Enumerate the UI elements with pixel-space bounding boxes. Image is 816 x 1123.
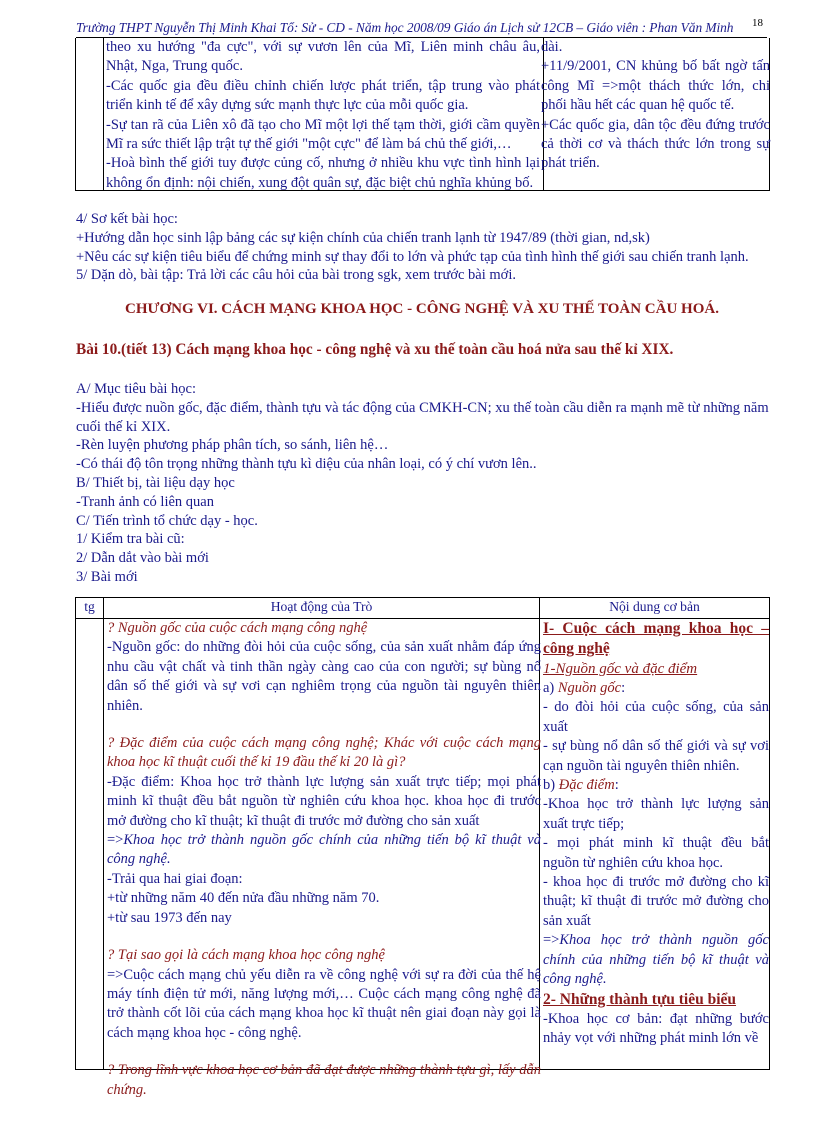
objective-line: 1/ Kiểm tra bài cũ:	[76, 531, 185, 548]
paragraph: +Các quốc gia, dân tộc đều đứng trước cả thời cơ và thách thức lớn trong sự phát triển.	[541, 116, 770, 172]
content-conclusion	[543, 931, 769, 989]
answer: -Nguồn gốc: do những đòi hỏi của cuộc sống, của sản xuất nhằm đáp ứng nhu cầu vật chất và tinh thần ngày càng cao của con người; sự bùng nổ dân số thế giới và sự vơi cạn nghiêm trọng của nguồn tài nguyên thiên nhiên.	[107, 639, 541, 714]
paragraph: +11/9/2001, CN khủng bố bất ngờ tấn công Mĩ =>một thách thức lớn, chi phối hầu hết các quan hệ quốc tế.	[541, 58, 770, 114]
header-content: Nội dung cơ bản	[609, 599, 700, 614]
paragraph: theo xu hướng "đa cực", với sự vươn lên của Mĩ, Liên minh châu âu, Nhật, Nga, Trung quốc.	[106, 39, 540, 75]
question: ? Nguồn gốc của cuộc cách mạng công nghệ	[107, 620, 368, 636]
objective-line: -Rèn luyện phương pháp phân tích, so sánh, liên hệ…	[76, 437, 389, 454]
summary-line: 4/ Sơ kết bài học:	[76, 211, 178, 227]
content-line: - mọi phát minh kĩ thuật đều bắt nguồn từ nghiên cứu khoa học.	[543, 835, 769, 871]
continuation-table	[75, 38, 770, 191]
answer-conclusion	[107, 831, 541, 870]
content-column	[539, 38, 773, 190]
paragraph: -Hoà bình thế giới tuy được củng cố, nhưng ở nhiều khu vực tình hình lại không ổn định: nội chiến, xung đột quân sự, đặc biệt chủ nghĩa khủng bố.	[106, 155, 540, 191]
table-header-row	[76, 598, 769, 619]
question: ? Trong lĩnh vực khoa học cơ bản đã đạt được những thành tựu gì, lấy dẫn chứng.	[107, 1062, 541, 1098]
objective-line: A/ Mục tiêu bài học:	[76, 381, 197, 397]
objective-line: 3/ Bài mới	[76, 568, 138, 585]
time-column	[76, 38, 104, 190]
answer: -Trải qua hai giai đoạn:	[107, 870, 243, 887]
lesson-summary	[76, 210, 776, 285]
lesson-title: Bài 10.(tiết 13) Cách mạng khoa học - công nghệ và xu thế toàn cầu hoá nửa sau thế kỉ XIX.	[76, 341, 674, 358]
question: ? Đặc điểm của cuộc cách mạng công nghệ; Khác với cuộc cách mạng khoa học kĩ thuật cuối thế kỉ 19 đầu thế kỉ 20 là gì?	[107, 735, 541, 771]
label-origin: Nguồn gốc	[557, 680, 622, 696]
summary-line: +Hướng dẫn học sinh lập bảng các sự kiện chính của chiến tranh lạnh từ 1947/89 (thời gian, nd,sk)	[76, 229, 650, 246]
conclusion-text: Khoa học trở thành nguồn gốc chính của những tiến bộ kĩ thuật và công nghệ.	[107, 832, 541, 868]
label-prefix: b)	[543, 777, 559, 794]
label-line	[543, 776, 769, 795]
content-line: - sự bùng nổ dân số thế giới và sự vơi cạn nguồn tài nguyên thiên nhiên.	[543, 738, 769, 774]
chapter-title: CHƯƠNG VI. CÁCH MẠNG KHOA HỌC - CÔNG NGHỆ VÀ XU THẾ TOÀN CẦU HOÁ.	[125, 301, 719, 317]
page-header: Trường THPT Nguyễn Thị Minh Khai Tổ: Sử - CD - Năm học 2008/09 Giáo án Lịch sử 12CB – Giáo viên : Phan Văn Minh	[76, 20, 734, 35]
activity-cell	[105, 619, 544, 1100]
label-suffix: :	[614, 777, 619, 794]
conclusion-text: Khoa học trở thành nguồn gốc chính của những tiến bộ kĩ thuật và công nghệ.	[543, 932, 769, 988]
summary-line: 5/ Dặn dò, bài tập: Trả lời các câu hỏi của bài trong sgk, xem trước bài mới.	[76, 267, 516, 284]
objective-line: 2/ Dẫn dắt vào bài mới	[76, 550, 209, 567]
subsection-heading: 1-Nguồn gốc và đặc điểm	[543, 661, 698, 677]
paragraph: -Các quốc gia đều điều chỉnh chiến lược phát triển, tập trung vào phát triển kinh tế để xây dựng sức mạnh thực lực của mỗi quốc gia.	[106, 77, 540, 114]
answer: -Đặc điểm: Khoa học trở thành lực lượng sản xuất trực tiếp; mọi phát minh kĩ thuật đều bắt nguồn từ nghiên cứu khoa học. khoa học đi trước mở đường cho kĩ thuật; kĩ thuật đi trước mở đường cho sản xuất	[107, 773, 541, 829]
summary-line: +Nêu các sự kiện tiêu biểu để chứng minh sự thay đổi to lớn và phức tạp của tình hình thế giới sau chiến tranh lạnh.	[76, 248, 749, 265]
header-tg: tg	[84, 599, 95, 614]
lesson-table	[75, 597, 770, 1098]
objective-line: B/ Thiết bị, tài liệu dạy học	[76, 474, 235, 491]
paragraph: -Sự tan rã của Liên xô đã tạo cho Mĩ một lợi thế tạm thời, giới cầm quyền Mĩ ra sức thiết lập trật tự thế giới "một cực" để làm bá chủ thế giới,…	[106, 116, 540, 153]
objective-line: -Có thái độ tôn trọng những thành tựu kì diệu của nhân loại, có ý chí vươn lên..	[76, 456, 537, 473]
objective-line: -Hiểu được nuồn gốc, đặc điểm, thành tựu và tác động của CMKH-CN; xu thế toàn cầu diễn ra mạnh mẽ từ những năm cuối thế kỉ XIX.	[76, 399, 769, 435]
objective-line: -Tranh ảnh có liên quan	[76, 493, 214, 510]
answer: +từ sau 1973 đến nay	[107, 909, 232, 926]
activity-column	[104, 38, 544, 190]
label-line	[543, 679, 769, 698]
label-suffix: :	[621, 680, 626, 696]
column-divider	[103, 598, 104, 1069]
paragraph: dài.	[541, 39, 563, 55]
arrow-prefix: =>	[543, 932, 560, 949]
label-prefix: a)	[543, 680, 558, 696]
label-feature: Đặc điểm	[558, 777, 615, 794]
objective-line: C/ Tiến trình tổ chức dạy - học.	[76, 512, 258, 529]
content-line: - khoa học đi trước mở đường cho kĩ thuật; kĩ thuật đi trước mở đường cho sản xuất	[543, 874, 769, 929]
content-cell	[541, 619, 772, 1048]
answer: =>Cuộc cách mạng chủ yếu diễn ra về công nghệ với sự ra đời của thế hệ máy tính điện tử mới, năng lượng mới,… Cuộc cách mạng công nghệ đã trở thành cốt lõi của cách mạng khoa học kĩ thuật nên giai đoạn này gọi là cách mạng khoa học - công nghệ.	[107, 966, 541, 1041]
arrow-prefix: =>	[107, 832, 124, 849]
section-heading: I- Cuộc cách mạng khoa học – công nghệ	[543, 620, 769, 657]
page-number: 18	[752, 17, 763, 29]
content-line: - do đòi hỏi của cuộc sống, của sản xuất	[543, 699, 769, 735]
answer: +từ những năm 40 đến nửa đầu những năm 70.	[107, 890, 380, 907]
header-activity: Hoạt động của Trò	[270, 599, 373, 614]
lesson-objectives	[76, 380, 776, 587]
content-line: -Khoa học trở thành lực lượng sản xuất trực tiếp;	[543, 796, 769, 832]
question: ? Tại sao gọi là cách mạng khoa học công nghệ	[107, 947, 385, 964]
content-line: -Khoa học cơ bản: đạt những bước nhảy vọt với những phát minh lớn về	[543, 1010, 769, 1046]
section-heading: 2- Những thành tựu tiêu biểu	[543, 990, 737, 1008]
